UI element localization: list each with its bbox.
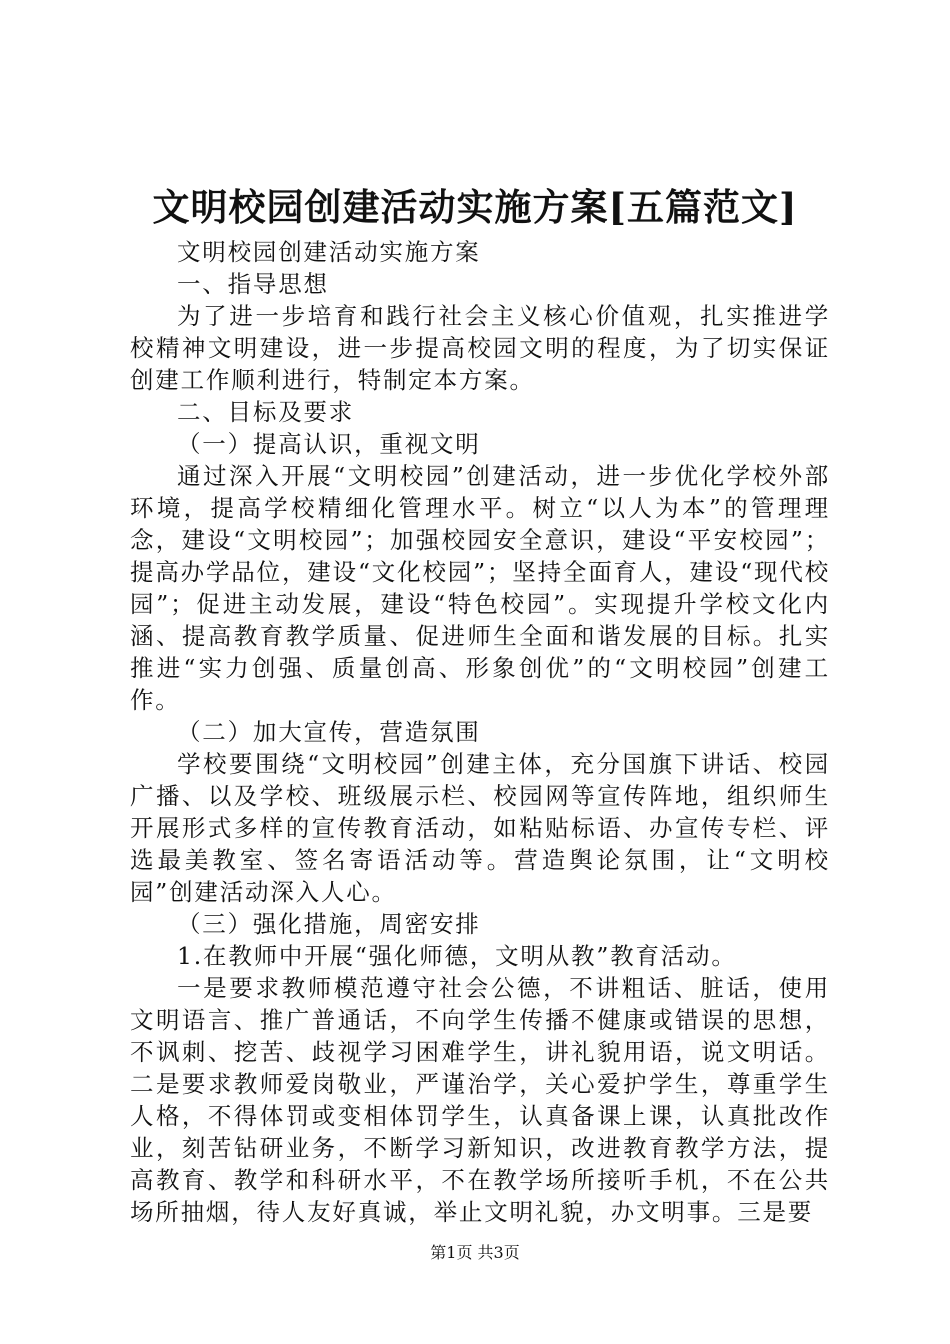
doc-subtitle: 文明校园创建活动实施方案 — [177, 238, 481, 266]
subsection-heading-2: （二）加大宣传，营造氛围 — [177, 718, 481, 746]
body-paragraph: 一是要求教师模范遵守社会公德，不讲粗话、脏话，使用文明语言、推广普通话，不向学生传播不健康或错误的思想，不讽刺、挖苦、歧视学习困难学生，讲礼貌用语，说文明话。二是要求教师爱岗敬业，严谨治学，关心爱护学生，尊重学生人格，不得体罚或变相体罚学生，认真备课上课，认真批改作业，刻苦钻研业务，不断学习新知识，改进教育教学方法，提高教育、教学和科研水平，不在教学场所接听手机，不在公共场所抽烟，待人友好真诚，举止文明礼貌，办文明事。三是要 — [130, 974, 830, 1226]
body-paragraph: 学校要围绕“文明校园”创建主体，充分国旗下讲话、校园广播、以及学校、班级展示栏、校园网等宣传阵地，组织师生开展形式多样的宣传教育活动，如粘贴标语、办宣传专栏、评选最美教室、签名寄语活动等。营造舆论氛围，让“文明校园”创建活动深入人心。 — [130, 750, 830, 906]
document-body — [130, 236, 830, 1228]
document-title: 文明校园创建活动实施方案[五篇范文] — [152, 185, 798, 229]
body-paragraph: 通过深入开展“文明校园”创建活动，进一步优化学校外部环境，提高学校精细化管理水平。树立“以人为本”的管理理念，建设“文明校园”；加强校园安全意识，建设“平安校园”；提高办学品位，建设“文化校园”；坚持全面育人，建设“现代校园”；促进主动发展，建设“特色校园”。实现提升学校文化内涵、提高教育教学质量、促进师生全面和谐发展的目标。扎实推进“实力创强、质量创高、形象创优”的“文明校园”创建工作。 — [130, 462, 830, 714]
section-heading-goals: 二、目标及要求 — [177, 398, 355, 426]
page-footer: 第1页 共3页 — [430, 1243, 520, 1262]
body-paragraph: 为了进一步培育和践行社会主义核心价值观，扎实推进学校精神文明建设，进一步提高校园文明的程度，为了切实保证创建工作顺利进行，特制定本方案。 — [130, 302, 830, 394]
subsection-heading-3: （三）强化措施，周密安排 — [177, 910, 481, 938]
numbered-item: 1.在教师中开展“强化师德，文明从教”教育活动。 — [177, 942, 737, 970]
subsection-heading-1: （一）提高认识，重视文明 — [177, 430, 481, 458]
section-heading-guiding-ideology: 一、指导思想 — [177, 270, 329, 298]
